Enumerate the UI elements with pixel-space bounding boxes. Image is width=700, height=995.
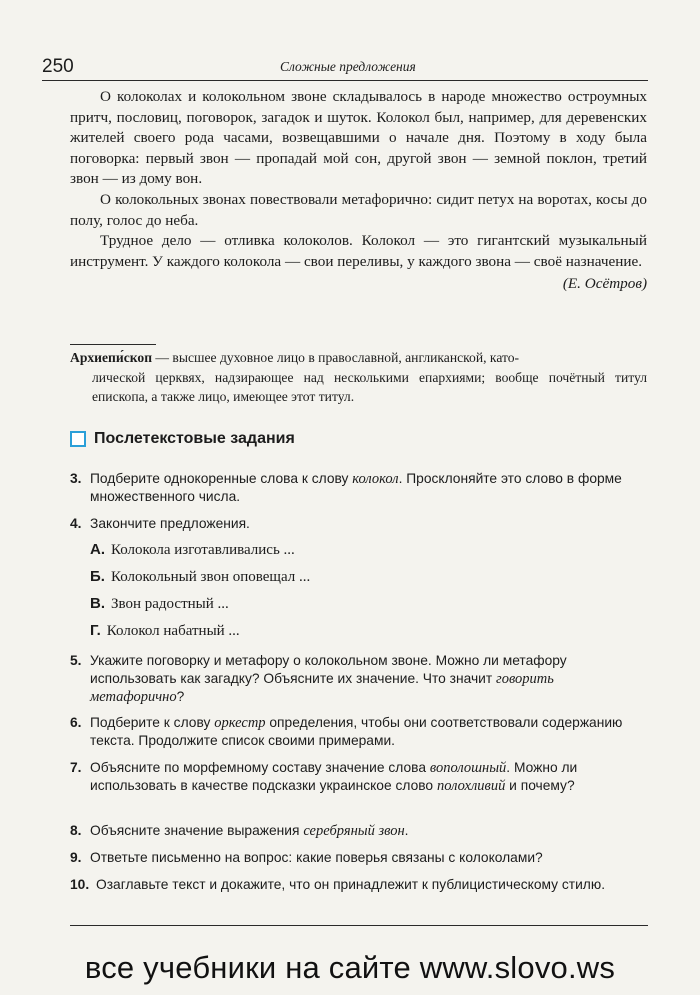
task-6 (70, 714, 650, 750)
header-rule (42, 80, 648, 81)
task-9 (70, 849, 650, 867)
task-7 (70, 759, 650, 795)
square-bullet-icon (70, 431, 86, 447)
task-number: 8. (70, 823, 82, 838)
task-text: Объясните по морфемному составу значение слова вополошный. Можно ли использовать в качестве подсказки украинское слово полохливий и почему? (90, 760, 578, 794)
section-title: Послетекстовые задания (94, 430, 295, 447)
task-text: Подберите однокоренные слова к слову колокол. Просклоняйте это слово в форме множественного числа. (90, 471, 622, 504)
task-number: 7. (70, 760, 82, 775)
task-number: 9. (70, 850, 82, 865)
subtask-a: А. Колокола изготавливались ... (90, 541, 295, 558)
task-10 (70, 876, 650, 894)
subtask-b: Б. Колокольный звон оповещал ... (90, 568, 311, 585)
task-number: 4. (70, 516, 82, 531)
task-text: Объясните значение выражения серебряный звон. (90, 823, 409, 839)
site-banner: все учебники на сайте www.slovo.ws (84, 950, 616, 985)
task-number: 3. (70, 471, 82, 486)
footnote-definition-cont: лической церквях, надзирающее над несколькими епархиями; вообще почётный титул епископа, а также лицо, имеющее этот титул. (92, 369, 647, 404)
running-title: Сложные предложения (280, 59, 416, 74)
subtask-v: В. Звон радостный ... (90, 595, 229, 612)
footnote-term: Архиепи́скоп (70, 350, 153, 365)
author-attribution: (Е. Осётров) (562, 275, 647, 293)
footnote-rule (70, 344, 156, 345)
paragraph: Трудное дело — отливка колоколов. Колокол — это гигантский музыкальный инструмент. У каждого колокола — свои переливы, у каждого звона — своё назначение. (70, 232, 647, 270)
main-text (70, 87, 647, 295)
section-heading (70, 430, 295, 448)
task-3 (70, 470, 650, 506)
page-number: 250 (42, 56, 74, 77)
task-text: Закончите предложения. (90, 516, 250, 531)
footnote (70, 348, 647, 407)
paragraph: О колоколах и колокольном звоне складывалось в народе множество остроумных притч, пословиц, поговорок, загадок и шуток. Колокол был, например, для деревенских жителей своего рода часами, возвещавшими о начале дня. Поэтому в ходу была поговорка: первый звон — пропадай мой сон, другой звон — земной поклон, третий звон — из дому вон. (70, 88, 647, 188)
task-text: Укажите поговорку и метафору о колокольном звоне. Можно ли метафору использовать как загадку? Объясните их значение. Что значит говорить метафорично? (90, 653, 567, 705)
task-number: 6. (70, 715, 82, 730)
bottom-rule (70, 925, 648, 926)
footnote-definition: — высшее духовное лицо в православной, англиканской, като- (152, 350, 520, 365)
task-text: Подберите к слову оркестр определения, чтобы они соответствовали содержанию текста. Продолжите список своими примерами. (90, 715, 623, 748)
task-number: 10. (70, 877, 90, 892)
task-number: 5. (70, 653, 82, 668)
task-text: Ответьте письменно на вопрос: какие поверья связаны с колоколами? (90, 850, 543, 865)
task-4 (70, 515, 650, 533)
task-5 (70, 652, 650, 706)
task-text: Озаглавьте текст и докажите, что он принадлежит к публицистическому стилю. (96, 877, 606, 892)
subtask-g: Г. Колокол набатный ... (90, 622, 240, 639)
task-8 (70, 822, 650, 840)
paragraph: О колокольных звонах повествовали метафорично: сидит петух на воротах, косы до полу, голос до неба. (70, 190, 647, 229)
